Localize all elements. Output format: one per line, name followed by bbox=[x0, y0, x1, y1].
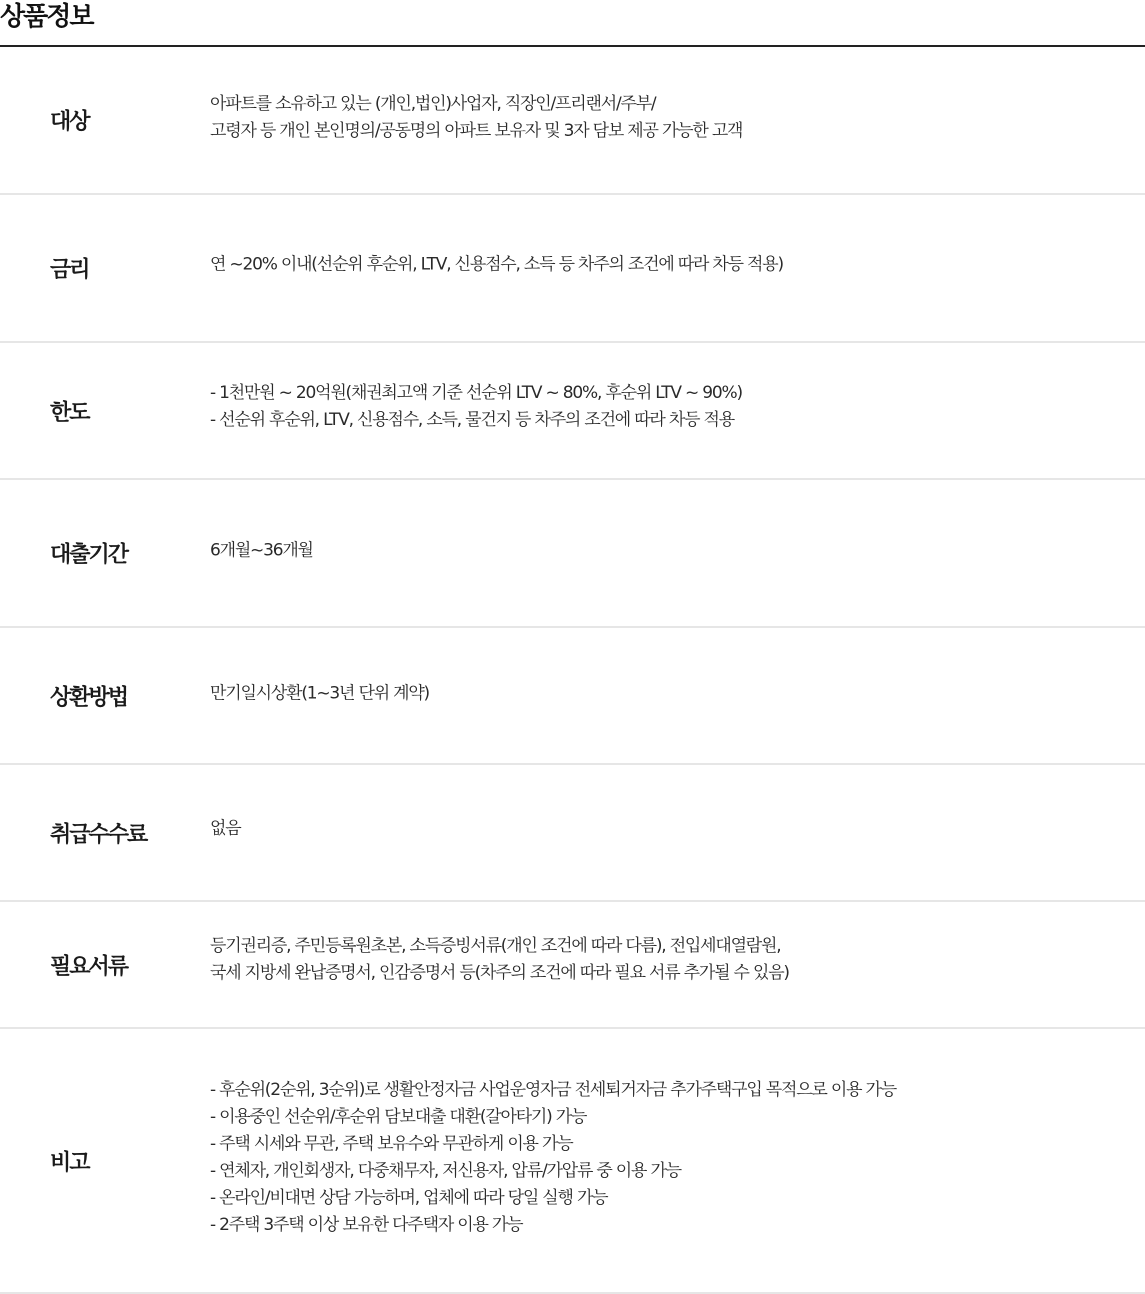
row-handling-fee bbox=[0, 765, 1145, 902]
value-line: - 이용중인 선순위/후순위 담보대출 대환(갈아타기) 가능 bbox=[210, 1106, 587, 1127]
value-line: - 1천만원 ~ 20억원(채권최고액 기준 선순위 LTV ~ 80%, 후순위 LTV ~ 90%) bbox=[210, 382, 742, 403]
row-value-required-documents bbox=[210, 933, 789, 987]
row-value-interest-rate bbox=[210, 252, 783, 279]
row-label-target: 대상 bbox=[50, 109, 89, 135]
row-label-remarks: 비고 bbox=[50, 1150, 89, 1175]
value-line: 아파트를 소유하고 있는 (개인,법인)사업자, 직장인/프리랜서/주부/ bbox=[210, 94, 656, 114]
row-value-remarks bbox=[210, 1077, 896, 1239]
row-interest-rate bbox=[0, 195, 1145, 343]
row-loan-period bbox=[0, 480, 1145, 628]
value-line: 국세 지방세 완납증명서, 인감증명서 등(차주의 조건에 따라 필요 서류 추가될 수 있음) bbox=[210, 962, 789, 983]
row-value-repayment-method bbox=[210, 680, 429, 707]
row-value-loan-period bbox=[210, 538, 313, 565]
row-label-required-documents: 필요서류 bbox=[50, 954, 128, 979]
row-label-limit: 한도 bbox=[50, 400, 89, 425]
value-line: - 주택 시세와 무관, 주택 보유수와 무관하게 이용 가능 bbox=[210, 1133, 573, 1154]
page-title: 상품정보 bbox=[0, 2, 93, 32]
value-line: 고령자 등 개인 본인명의/공동명의 아파트 보유자 및 3자 담보 제공 가능한 고객 bbox=[210, 121, 743, 141]
value-line: 6개월~36개월 bbox=[210, 540, 313, 561]
row-label-handling-fee: 취급수수료 bbox=[50, 822, 147, 847]
value-line: - 온라인/비대면 상담 가능하며, 업체에 따라 당일 실행 가능 bbox=[210, 1187, 608, 1208]
row-repayment-method bbox=[0, 628, 1145, 765]
value-line: - 연체자, 개인회생자, 다중채무자, 저신용자, 압류/가압류 중 이용 가능 bbox=[210, 1160, 681, 1181]
row-remarks bbox=[0, 1029, 1145, 1294]
product-info-table bbox=[0, 47, 1145, 1294]
value-line: 등기권리증, 주민등록원초본, 소득증빙서류(개인 조건에 따라 다름), 전입세대열람원, bbox=[210, 935, 781, 956]
value-line: - 선순위 후순위, LTV, 신용점수, 소득, 물건지 등 차주의 조건에 따라 차등 적용 bbox=[210, 409, 734, 430]
row-value-limit bbox=[210, 380, 742, 434]
value-line: 연 ~20% 이내(선순위 후순위, LTV, 신용점수, 소득 등 차주의 조건에 따라 차등 적용) bbox=[210, 254, 783, 275]
row-value-handling-fee bbox=[210, 815, 240, 842]
value-line: - 2주택 3주택 이상 보유한 다주택자 이용 가능 bbox=[210, 1214, 523, 1235]
row-limit bbox=[0, 343, 1145, 480]
row-label-repayment-method: 상환방법 bbox=[50, 685, 128, 710]
row-required-documents bbox=[0, 902, 1145, 1029]
value-line: 만기일시상환(1~3년 단위 계약) bbox=[210, 683, 429, 703]
value-line: 없음 bbox=[210, 818, 241, 838]
value-line: - 후순위(2순위, 3순위)로 생활안정자금 사업운영자금 전세퇴거자금 추가주택구입 목적으로 이용 가능 bbox=[210, 1079, 896, 1100]
row-label-interest-rate: 금리 bbox=[50, 257, 89, 283]
row-value-target bbox=[210, 91, 742, 145]
row-label-loan-period: 대출기간 bbox=[50, 542, 128, 568]
row-target bbox=[0, 47, 1145, 195]
